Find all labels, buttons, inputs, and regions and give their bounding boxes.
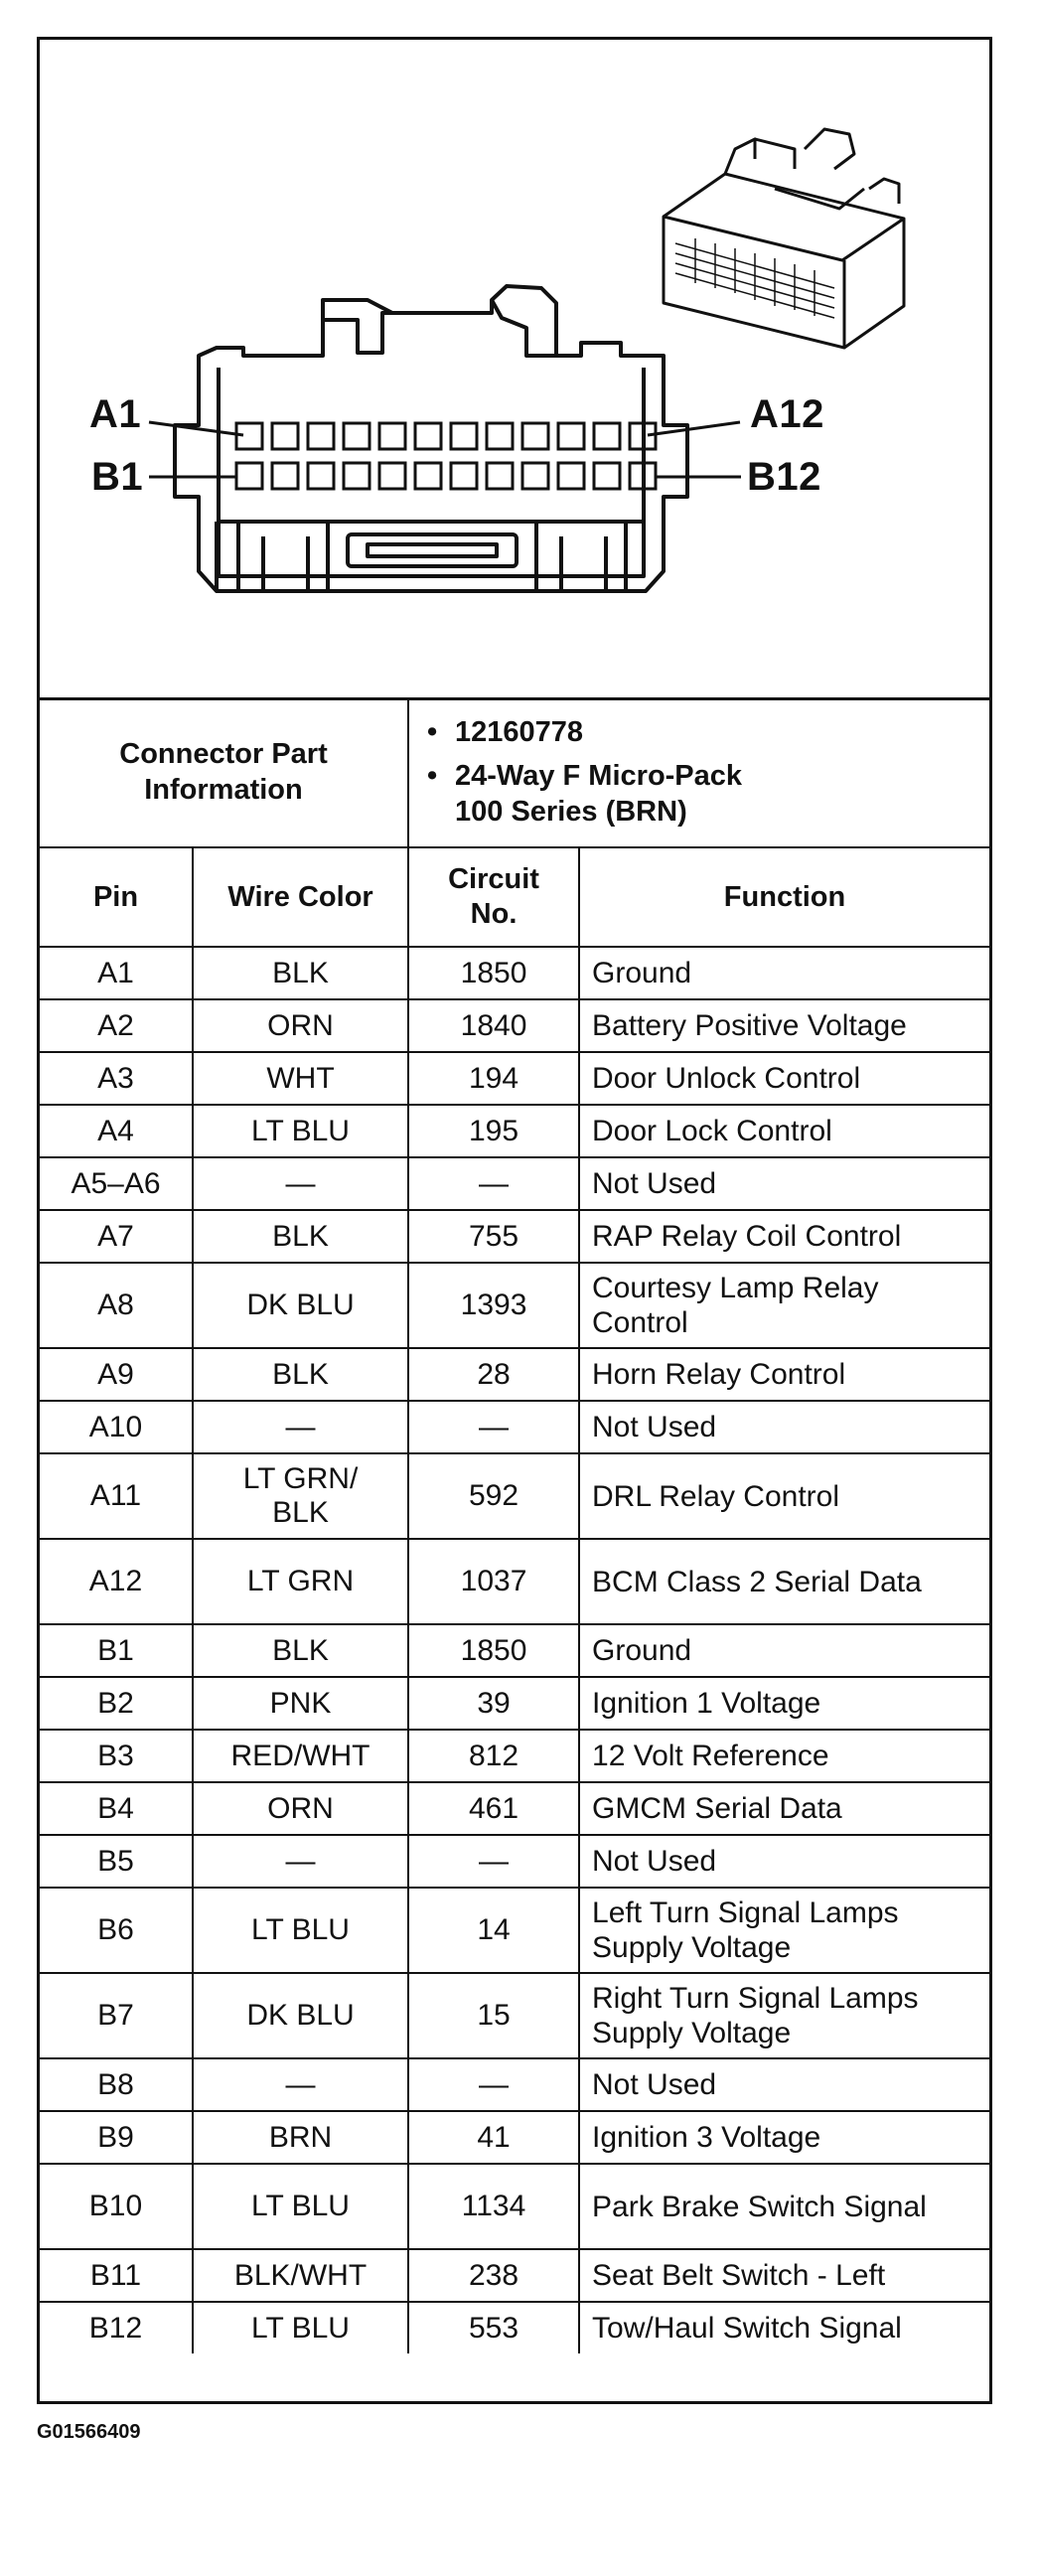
function-cell: Door Lock Control bbox=[579, 1105, 989, 1157]
wire-color-cell: LT BLU bbox=[193, 2302, 408, 2353]
wire-color-cell: — bbox=[193, 1401, 408, 1453]
pin-cell: A10 bbox=[40, 1401, 193, 1453]
circuit-cell: 1393 bbox=[408, 1263, 579, 1348]
wire-color-cell: BLK bbox=[193, 947, 408, 999]
pin-cell: B10 bbox=[40, 2164, 193, 2249]
pin-cell: B9 bbox=[40, 2111, 193, 2164]
circuit-cell: 194 bbox=[408, 1052, 579, 1105]
circuit-cell: 1037 bbox=[408, 1539, 579, 1624]
circuit-cell: 238 bbox=[408, 2249, 579, 2302]
function-cell: Not Used bbox=[579, 1401, 989, 1453]
figure-id: G01566409 bbox=[37, 2421, 141, 2443]
table-row bbox=[40, 1835, 989, 1888]
header-circuit: Circuit No. bbox=[408, 847, 579, 947]
circuit-cell: 1850 bbox=[408, 1624, 579, 1677]
pin-cell: A7 bbox=[40, 1210, 193, 1263]
function-cell: Not Used bbox=[579, 1835, 989, 1888]
circuit-cell: 1134 bbox=[408, 2164, 579, 2249]
function-cell: Ground bbox=[579, 1624, 989, 1677]
wire-color-cell: DK BLU bbox=[193, 1263, 408, 1348]
pin-cell: B11 bbox=[40, 2249, 193, 2302]
circuit-cell: — bbox=[408, 1835, 579, 1888]
connector-face-drawing bbox=[40, 40, 989, 697]
pin-cell: B7 bbox=[40, 1973, 193, 2058]
table-row bbox=[40, 1263, 989, 1348]
connector-chart bbox=[37, 37, 992, 2404]
circuit-cell: 592 bbox=[408, 1453, 579, 1539]
table-row bbox=[40, 1539, 989, 1624]
circuit-cell: 14 bbox=[408, 1888, 579, 1973]
wire-color-cell: DK BLU bbox=[193, 1973, 408, 2058]
function-cell: Door Unlock Control bbox=[579, 1052, 989, 1105]
wire-color-cell: LT BLU bbox=[193, 2164, 408, 2249]
connector-info-value bbox=[408, 697, 989, 847]
function-cell: Courtesy Lamp Relay Control bbox=[579, 1263, 989, 1348]
wire-color-cell: PNK bbox=[193, 1677, 408, 1730]
function-cell: DRL Relay Control bbox=[579, 1453, 989, 1539]
table-row bbox=[40, 2302, 989, 2353]
pin-cell: A3 bbox=[40, 1052, 193, 1105]
circuit-cell: — bbox=[408, 1157, 579, 1210]
circuit-cell: 28 bbox=[408, 1348, 579, 1401]
pin-cell: B1 bbox=[40, 1624, 193, 1677]
function-cell: Ignition 1 Voltage bbox=[579, 1677, 989, 1730]
circuit-cell: 15 bbox=[408, 1973, 579, 2058]
pin-label-b1: B1 bbox=[91, 455, 144, 499]
table-row bbox=[40, 1401, 989, 1453]
wire-color-cell: BLK bbox=[193, 1624, 408, 1677]
circuit-cell: 41 bbox=[408, 2111, 579, 2164]
connector-description-line2: 100 Series (BRN) bbox=[455, 796, 687, 828]
connector-description-line1: 24-Way F Micro-Pack bbox=[455, 760, 743, 792]
table-row bbox=[40, 1677, 989, 1730]
function-cell: Not Used bbox=[579, 2058, 989, 2111]
table-row bbox=[40, 947, 989, 999]
wire-color-cell: — bbox=[193, 1157, 408, 1210]
bullet-part-number: • bbox=[427, 716, 438, 748]
table-row bbox=[40, 2164, 989, 2249]
circuit-cell: 195 bbox=[408, 1105, 579, 1157]
wire-color-cell: BRN bbox=[193, 2111, 408, 2164]
table-row bbox=[40, 1210, 989, 1263]
function-cell: Tow/Haul Switch Signal bbox=[579, 2302, 989, 2353]
function-cell: RAP Relay Coil Control bbox=[579, 1210, 989, 1263]
pin-cell: A5–A6 bbox=[40, 1157, 193, 1210]
wire-color-cell: LT BLU bbox=[193, 1888, 408, 1973]
circuit-cell: 812 bbox=[408, 1730, 579, 1782]
pin-label-b12: B12 bbox=[747, 455, 821, 499]
wire-color-cell: LT BLU bbox=[193, 1105, 408, 1157]
function-cell: Not Used bbox=[579, 1157, 989, 1210]
table-row bbox=[40, 2111, 989, 2164]
circuit-cell: 755 bbox=[408, 1210, 579, 1263]
wire-color-cell: RED/WHT bbox=[193, 1730, 408, 1782]
function-cell: Ground bbox=[579, 947, 989, 999]
wire-color-cell: LT GRN bbox=[193, 1539, 408, 1624]
wire-color-cell: ORN bbox=[193, 999, 408, 1052]
pin-cell: B6 bbox=[40, 1888, 193, 1973]
table-row bbox=[40, 1157, 989, 1210]
wire-color-cell: — bbox=[193, 2058, 408, 2111]
pin-cell: A12 bbox=[40, 1539, 193, 1624]
pin-cell: B5 bbox=[40, 1835, 193, 1888]
function-cell: Horn Relay Control bbox=[579, 1348, 989, 1401]
connector-diagram bbox=[40, 40, 989, 700]
wire-color-cell: ORN bbox=[193, 1782, 408, 1835]
function-cell: 12 Volt Reference bbox=[579, 1730, 989, 1782]
pin-cell: A8 bbox=[40, 1263, 193, 1348]
table-row bbox=[40, 1052, 989, 1105]
function-cell: Left Turn Signal Lamps Supply Voltage bbox=[579, 1888, 989, 1973]
pinout-table bbox=[40, 697, 989, 2353]
wire-color-cell: BLK/WHT bbox=[193, 2249, 408, 2302]
table-row bbox=[40, 1453, 989, 1539]
pin-cell: B4 bbox=[40, 1782, 193, 1835]
connector-info-label: Connector Part Information bbox=[40, 697, 408, 847]
circuit-cell: 553 bbox=[408, 2302, 579, 2353]
part-number: 12160778 bbox=[455, 716, 584, 748]
table-row bbox=[40, 1624, 989, 1677]
circuit-cell: 39 bbox=[408, 1677, 579, 1730]
table-row bbox=[40, 2249, 989, 2302]
table-row bbox=[40, 1348, 989, 1401]
table-row bbox=[40, 999, 989, 1052]
pin-label-a1: A1 bbox=[89, 392, 142, 436]
wire-color-cell: BLK bbox=[193, 1210, 408, 1263]
wire-color-cell: WHT bbox=[193, 1052, 408, 1105]
table-row bbox=[40, 1888, 989, 1973]
circuit-cell: — bbox=[408, 1401, 579, 1453]
table-header-row bbox=[40, 847, 989, 947]
function-cell: Ignition 3 Voltage bbox=[579, 2111, 989, 2164]
wire-color-cell: LT GRN/ BLK bbox=[193, 1453, 408, 1539]
pin-cell: B2 bbox=[40, 1677, 193, 1730]
header-function: Function bbox=[579, 847, 989, 947]
wire-color-cell: — bbox=[193, 1835, 408, 1888]
circuit-cell: — bbox=[408, 2058, 579, 2111]
function-cell: BCM Class 2 Serial Data bbox=[579, 1539, 989, 1624]
table-row bbox=[40, 1730, 989, 1782]
function-cell: Seat Belt Switch - Left bbox=[579, 2249, 989, 2302]
function-cell: Battery Positive Voltage bbox=[579, 999, 989, 1052]
pin-cell: A2 bbox=[40, 999, 193, 1052]
circuit-cell: 1840 bbox=[408, 999, 579, 1052]
bullet-description: • bbox=[427, 760, 438, 792]
header-pin: Pin bbox=[40, 847, 193, 947]
function-cell: Right Turn Signal Lamps Supply Voltage bbox=[579, 1973, 989, 2058]
function-cell: Park Brake Switch Signal bbox=[579, 2164, 989, 2249]
header-wire-color: Wire Color bbox=[193, 847, 408, 947]
pin-label-a12: A12 bbox=[750, 392, 824, 436]
circuit-cell: 461 bbox=[408, 1782, 579, 1835]
connector-info-row bbox=[40, 697, 989, 847]
circuit-cell: 1850 bbox=[408, 947, 579, 999]
pin-cell: B3 bbox=[40, 1730, 193, 1782]
table-row bbox=[40, 1973, 989, 2058]
pin-cell: A1 bbox=[40, 947, 193, 999]
pin-cell: A11 bbox=[40, 1453, 193, 1539]
pin-cell: B12 bbox=[40, 2302, 193, 2353]
table-row bbox=[40, 1105, 989, 1157]
table-row bbox=[40, 1782, 989, 1835]
pin-cell: B8 bbox=[40, 2058, 193, 2111]
pin-cell: A9 bbox=[40, 1348, 193, 1401]
table-row bbox=[40, 2058, 989, 2111]
function-cell: GMCM Serial Data bbox=[579, 1782, 989, 1835]
wire-color-cell: BLK bbox=[193, 1348, 408, 1401]
pin-cell: A4 bbox=[40, 1105, 193, 1157]
